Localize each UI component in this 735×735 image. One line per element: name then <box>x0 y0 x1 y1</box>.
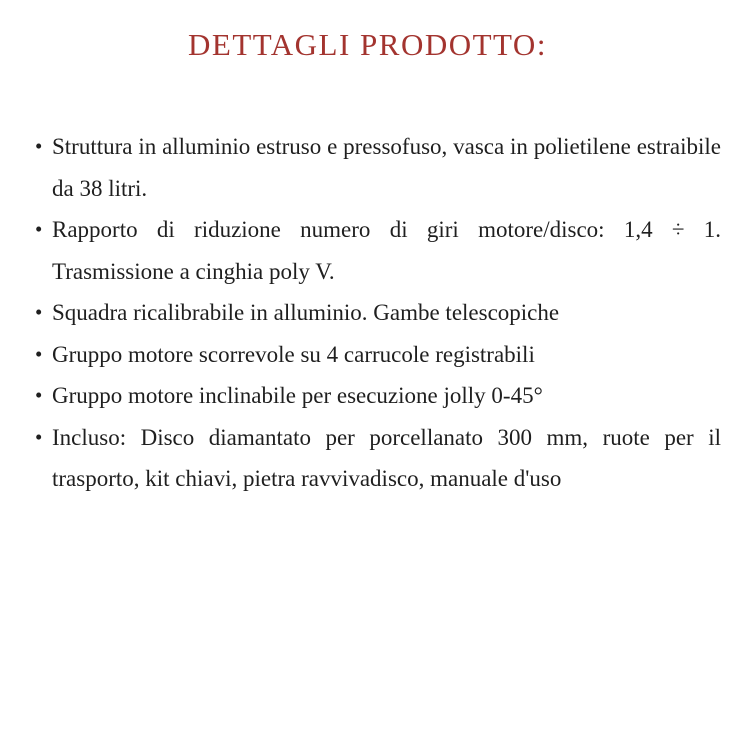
bullet-icon: • <box>35 424 43 449</box>
list-item <box>35 417 721 500</box>
list-item <box>35 375 721 417</box>
list-item-text: Struttura in alluminio estruso e pressofuso, vasca in polietilene estraibile da 38 litri. <box>52 134 721 201</box>
list-item-text: Gruppo motore inclinabile per esecuzione jolly 0-45° <box>52 383 543 409</box>
bullet-icon: • <box>35 134 43 159</box>
list-item-text: Incluso: Disco diamantato per porcellanato 300 mm, ruote per il trasporto, kit chiavi, pietra ravvivadisco, manuale d'uso <box>52 424 721 492</box>
bullet-icon: • <box>35 300 43 325</box>
product-details-list <box>0 126 735 500</box>
bullet-icon: • <box>35 383 43 408</box>
bullet-icon: • <box>35 217 43 242</box>
list-item-text: Gruppo motore scorrevole su 4 carrucole registrabili <box>52 341 535 367</box>
list-item-text: Rapporto di riduzione numero di giri motore/disco: 1,4 ÷ 1. Trasmissione a cinghia poly V. <box>52 217 721 284</box>
list-item <box>35 126 721 209</box>
list-item <box>35 292 721 334</box>
list-item <box>35 209 721 292</box>
list-item <box>35 334 721 376</box>
page-title: DETTAGLI PRODOTTO: <box>188 27 547 62</box>
list-item-text: Squadra ricalibrabile in alluminio. Gambe telescopiche <box>52 300 560 326</box>
bullet-icon: • <box>35 341 43 366</box>
